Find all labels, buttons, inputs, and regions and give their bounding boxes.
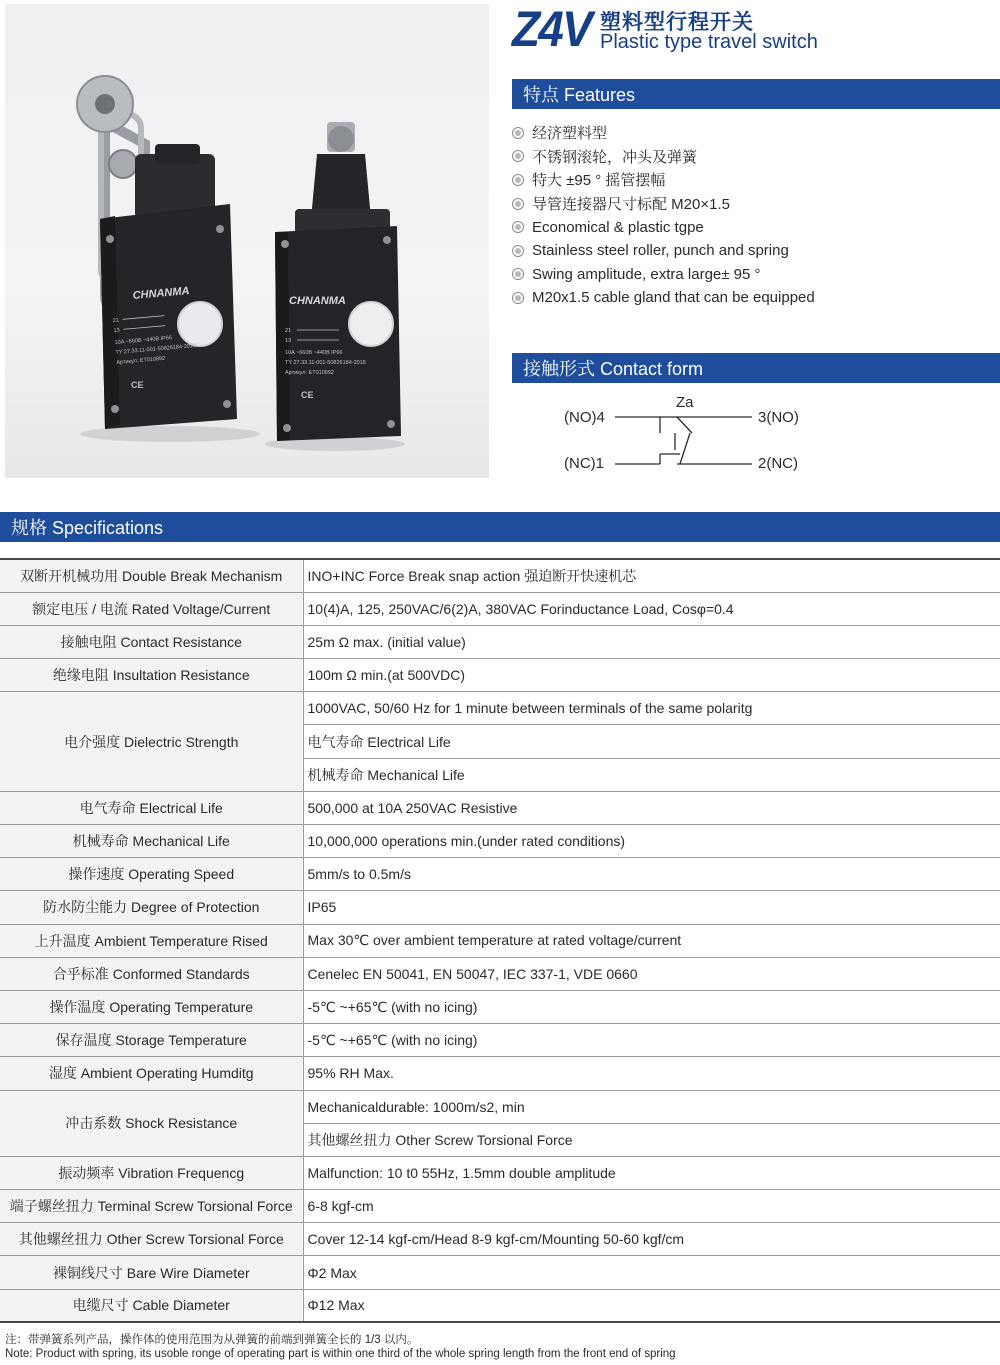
table-row (0, 692, 1000, 725)
spec-label: 电气寿命 Electrical Life (0, 791, 303, 824)
table-row (0, 1024, 1000, 1057)
feature-text: Swing amplitude, extra large± 95 ° (532, 265, 761, 283)
features-heading-text: 特点 Features (523, 85, 636, 105)
right-device-ce-mark: CE (301, 390, 314, 400)
feature-item (512, 145, 1000, 169)
specifications-table (0, 558, 1000, 1323)
left-device-term-13: 13 (113, 327, 120, 335)
table-row (0, 858, 1000, 891)
spec-value: 1000VAC, 50/60 Hz for 1 minute between terminals of the same polaritg (303, 692, 1000, 725)
spec-label: 绝缘电阻 Insultation Resistance (0, 659, 303, 692)
circle-bullet-icon (512, 221, 524, 233)
circle-bullet-icon (512, 292, 524, 304)
spec-value: 10(4)A, 125, 250VAC/6(2)A, 380VAC Forinductance Load, Cosφ=0.4 (303, 592, 1000, 625)
spec-value: 其他螺丝扭力 Other Screw Torsional Force (303, 1123, 1000, 1156)
left-device-brand: CHNANMA (132, 285, 190, 302)
table-row (0, 1289, 1000, 1322)
right-device-term-21: 21 (285, 328, 292, 334)
spec-label: 电介强度 Dielectric Strength (0, 692, 303, 792)
model-number: Z4V (512, 1, 591, 57)
spec-value: Cenelec EN 50041, EN 50047, IEC 337-1, VDE 0660 (303, 957, 1000, 990)
right-device-article: Артикул: ET010892 (285, 370, 334, 376)
specifications-heading (0, 512, 1000, 542)
left-device-article: Артикул: ET010892 (116, 355, 166, 367)
spec-value: -5℃ ~+65℃ (with no icing) (303, 1024, 1000, 1057)
spec-label: 端子螺丝扭力 Terminal Screw Torsional Force (0, 1190, 303, 1223)
spec-label: 上升温度 Ambient Temperature Rised (0, 924, 303, 957)
left-device-standard: TY 27.33.11-001-50826184-2018 (115, 343, 197, 357)
contact-za-label: Za (676, 394, 694, 411)
spec-value: 机械寿命 Mechanical Life (303, 758, 1000, 791)
spec-value: 5mm/s to 0.5m/s (303, 858, 1000, 891)
contact-nc1-label: (NC)1 (564, 455, 604, 472)
product-title-cn: 塑料型行程开关 (600, 11, 754, 34)
circle-bullet-icon (512, 174, 524, 186)
table-row (0, 1090, 1000, 1123)
spec-value: Φ12 Max (303, 1289, 1000, 1322)
right-device-rating: 10A ~660B ~440B IP66 (285, 350, 343, 356)
specifications-heading-text: 规格 Specifications (11, 518, 164, 538)
table-row (0, 990, 1000, 1023)
feature-item (512, 192, 1000, 216)
spec-value: 电气寿命 Electrical Life (303, 725, 1000, 758)
right-device-standard: TY 27.33.11-001-50826184-2018 (285, 360, 366, 366)
table-row (0, 1223, 1000, 1256)
table-row (0, 625, 1000, 658)
spec-value: -5℃ ~+65℃ (with no icing) (303, 990, 1000, 1023)
feature-item (512, 239, 1000, 263)
spec-label: 冲击系数 Shock Resistance (0, 1090, 303, 1156)
spec-value: 500,000 at 10A 250VAC Resistive (303, 791, 1000, 824)
left-device-rating: 10A ~660B ~440B IP66 (114, 335, 173, 347)
right-device-term-13: 13 (285, 338, 292, 344)
table-row (0, 957, 1000, 990)
feature-item (512, 286, 1000, 310)
spec-value: INO+INC Force Break snap action 强迫断开快速机芯 (303, 559, 1000, 592)
spec-label: 其他螺丝扭力 Other Screw Torsional Force (0, 1223, 303, 1256)
feature-text: Stainless steel roller, punch and spring (532, 242, 789, 260)
spec-label: 裸铜线尺寸 Bare Wire Diameter (0, 1256, 303, 1289)
left-device-term-21: 21 (112, 317, 120, 325)
right-device-brand: CHNANMA (289, 295, 346, 307)
spec-value: IP65 (303, 891, 1000, 924)
table-row (0, 791, 1000, 824)
feature-text: M20x1.5 cable gland that can be equipped (532, 289, 815, 307)
circle-bullet-icon (512, 245, 524, 257)
spec-value: 6-8 kgf-cm (303, 1190, 1000, 1223)
features-list (512, 121, 1000, 310)
feature-item (512, 121, 1000, 145)
table-row (0, 924, 1000, 957)
spec-label: 双断开机械功用 Double Break Mechanism (0, 559, 303, 592)
spec-value: Cover 12-14 kgf-cm/Head 8-9 kgf-cm/Mounting 50-60 kgf/cm (303, 1223, 1000, 1256)
spec-label: 操作速度 Operating Speed (0, 858, 303, 891)
circle-bullet-icon (512, 127, 524, 139)
left-switch-device (77, 76, 237, 429)
circle-bullet-icon (512, 150, 524, 162)
spec-value: Malfunction: 10 t0 55Hz, 1.5mm double amplitude (303, 1156, 1000, 1189)
feature-text: 不锈钢滚轮，冲头及弹簧 (532, 148, 698, 166)
left-device-ce-mark: CE (131, 380, 144, 390)
feature-item (512, 168, 1000, 192)
product-photo (5, 4, 489, 478)
spec-value: Φ2 Max (303, 1256, 1000, 1289)
table-row (0, 1156, 1000, 1189)
spec-label: 防水防尘能力 Degree of Protection (0, 891, 303, 924)
features-heading (512, 79, 1000, 109)
footnote-cn: 注：带弹簧系列产品，操作体的使用范围为从弹簧的前端到弹簧全长的 1/3 以内。 (5, 1334, 419, 1346)
circle-bullet-icon (512, 198, 524, 210)
feature-item (512, 263, 1000, 287)
spec-value: Mechanicaldurable: 1000m/s2, min (303, 1090, 1000, 1123)
spec-label: 操作温度 Operating Temperature (0, 990, 303, 1023)
feature-text: Economical & plastic tgpe (532, 218, 704, 236)
spec-label: 湿度 Ambient Operating Humditg (0, 1057, 303, 1090)
spec-label: 振动频率 Vibration Frequencg (0, 1156, 303, 1189)
spec-value: 25m Ω max. (initial value) (303, 625, 1000, 658)
travel-switch-illustration (5, 4, 489, 478)
table-row (0, 559, 1000, 592)
circle-bullet-icon (512, 268, 524, 280)
feature-text: 经济塑料型 (532, 125, 608, 143)
contact-form-heading-text: 接触形式 Contact form (523, 359, 704, 379)
contact-no3-label: 3(NO) (758, 409, 799, 426)
spec-value: 95% RH Max. (303, 1057, 1000, 1090)
spec-label: 额定电压 / 电流 Rated Voltage/Current (0, 592, 303, 625)
spec-label: 接触电阻 Contact Resistance (0, 625, 303, 658)
spec-value: 100m Ω min.(at 500VDC) (303, 659, 1000, 692)
contact-form-heading (512, 353, 1000, 383)
contact-diagram (512, 392, 1000, 482)
table-row (0, 891, 1000, 924)
feature-text: 特大 ±95 ° 摇管摆幅 (532, 172, 666, 190)
table-row (0, 1190, 1000, 1223)
feature-text: 导管连接器尺寸标配 M20×1.5 (532, 196, 730, 214)
spec-value: Max 30℃ over ambient temperature at rated voltage/current (303, 924, 1000, 957)
contact-nc2-label: 2(NC) (758, 455, 798, 472)
footnote-en: Note: Product with spring, its usoble ronge of operating part is within one third of the whole spring length from the front end of spring (5, 1348, 676, 1360)
product-title-en: Plastic type travel switch (600, 31, 818, 53)
contact-no4-label: (NO)4 (564, 409, 605, 426)
table-row (0, 659, 1000, 692)
spec-label: 合乎标准 Conformed Standards (0, 957, 303, 990)
spec-label: 电缆尺寸 Cable Diameter (0, 1289, 303, 1322)
table-row (0, 1057, 1000, 1090)
spec-label: 保存温度 Storage Temperature (0, 1024, 303, 1057)
table-row (0, 825, 1000, 858)
table-row (0, 1256, 1000, 1289)
right-switch-device (275, 122, 401, 441)
spec-value: 10,000,000 operations min.(under rated conditions) (303, 825, 1000, 858)
feature-item (512, 215, 1000, 239)
spec-label: 机械寿命 Mechanical Life (0, 825, 303, 858)
table-row (0, 592, 1000, 625)
